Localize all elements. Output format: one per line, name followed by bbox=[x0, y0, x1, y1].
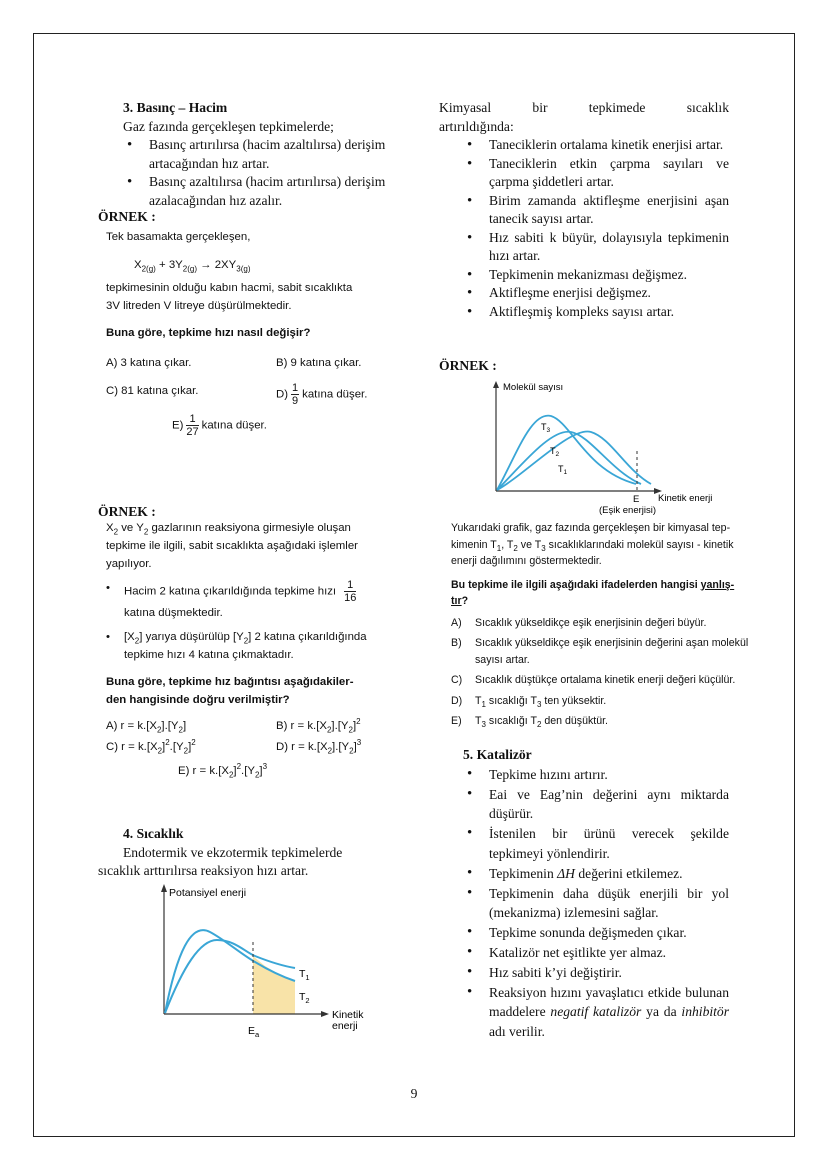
list-item: • Tepkime hızını artırır. bbox=[463, 765, 729, 785]
y-axis-arrow bbox=[493, 381, 499, 388]
list-item: • İstenilen bir ürünü verecek şekilde tepkimeyi yönlendirir. bbox=[463, 824, 729, 864]
list-item: • Hız sabiti k büyür, dolayısıyla tepkimenin hızı artar. bbox=[463, 229, 729, 266]
x-axis-arrow bbox=[321, 1011, 329, 1017]
label-e: E bbox=[633, 494, 640, 505]
option-e: E) $T_3$ sıcaklığı $T_2$ den düşüktür. bbox=[451, 715, 608, 730]
example-3-desc: kimenin $T_1$, $T_2$ ve $T_3$ sıcaklıklarındaki molekül sayısı - kinetik bbox=[451, 538, 734, 553]
example-3-question: Bu tepkime ile ilgili aşağıdaki ifadelerden hangisi yanlış- bbox=[451, 578, 735, 591]
option-e: E) $r = k.[X_2]^2.[Y_2]^3$ bbox=[178, 762, 268, 780]
y-axis-arrow bbox=[161, 884, 167, 892]
example-2-line: $X_2$ ve $Y_2$ gazlarının reaksiyona girmesiyle oluşan bbox=[106, 522, 351, 537]
graph-x-label: Kinetik enerji bbox=[658, 493, 713, 504]
graph-x-label: enerji bbox=[332, 1020, 358, 1032]
molecule-distribution-graph bbox=[486, 376, 736, 516]
list-item: • Birim zamanda aktifleşme enerjisini aşan tanecik sayısı artar. bbox=[463, 192, 729, 229]
section-4 bbox=[98, 825, 398, 881]
temperature-effects-list bbox=[439, 136, 729, 321]
option-c: C) $r = k.[X_2]^2.[Y_2]^2$ bbox=[106, 738, 196, 756]
right-intro-line: Kimyasal bir tepkimede sıcaklık bbox=[439, 100, 729, 115]
example-3-options bbox=[451, 615, 751, 730]
section-3 bbox=[123, 99, 395, 210]
temperature-effects bbox=[439, 99, 729, 321]
section-4-line: sıcaklık arttırılırsa reaksiyon hızı artar. bbox=[98, 863, 309, 878]
section-4-line: Endotermik ve ekzotermik tepkimelerde bbox=[123, 844, 343, 860]
section-5-heading: 5. Katalizör bbox=[463, 747, 532, 762]
example-1-line: tepkimesinin olduğu kabın hacmi, sabit sıcaklıkta bbox=[106, 282, 353, 294]
label-t2: $T_2$ bbox=[550, 446, 560, 458]
options-row bbox=[106, 354, 416, 372]
label-t1: $T_1$ bbox=[299, 968, 310, 982]
option-b: B) $r = k.[X_2].[Y_2]^2$ bbox=[276, 717, 361, 735]
section-3-intro: Gaz fazında gerçekleşen tepkimelerde; bbox=[123, 118, 334, 134]
example-2-label: ÖRNEK : bbox=[98, 504, 156, 519]
graph-y-label: Molekül sayısı bbox=[503, 382, 564, 393]
example-2-line: yapılıyor. bbox=[106, 558, 152, 570]
example-1-question: Buna göre, tepkime hızı nasıl değişir? bbox=[106, 327, 311, 339]
example-2 bbox=[106, 519, 418, 780]
graph-x-label: Kinetik bbox=[332, 1009, 364, 1021]
list-item: • Katalizör net eşitlikte yer almaz. bbox=[463, 943, 729, 963]
example-2-question: den hangisinde doğru verilmiştir? bbox=[106, 694, 290, 706]
example-3 bbox=[451, 520, 751, 730]
option-a: A) $r = k.[X_2].[Y_2]$ bbox=[106, 720, 187, 735]
section-3-heading: 3. Basınç – Hacim bbox=[123, 100, 228, 115]
label-ea: $E_a$ bbox=[248, 1025, 260, 1039]
option-e: E) $\frac{1}{27}$ katına düşer. bbox=[172, 413, 267, 438]
options-row bbox=[106, 717, 418, 735]
page-number: 9 bbox=[410, 1086, 418, 1101]
option-b: B) 9 katına çıkar. bbox=[276, 357, 362, 369]
section-5-list bbox=[463, 765, 729, 1042]
option-b: B) Sıcaklık yükseldikçe eşik enerjisinin değerini aşan molekül sayısı artar. bbox=[451, 637, 749, 666]
option-c: C) 81 katına çıkar. bbox=[106, 385, 199, 397]
example-3-label: ÖRNEK : bbox=[439, 358, 497, 373]
right-intro-line: artırıldığında: bbox=[439, 118, 514, 134]
example-3-question: tır? bbox=[451, 595, 469, 607]
list-item: • Eai ve Eag’nin değerini aynı miktarda düşürür. bbox=[463, 785, 729, 825]
example-3-desc: enerji dağılımını göstermektedir. bbox=[451, 555, 602, 567]
options-row bbox=[106, 738, 418, 756]
example-1-line: 3V litreden V litreye düşürülmektedir. bbox=[106, 300, 292, 312]
example-1-label: ÖRNEK : bbox=[98, 209, 156, 224]
example-1-line: Tek basamakta gerçekleşen, bbox=[106, 231, 251, 243]
label-t1: $T_1$ bbox=[558, 464, 568, 476]
list-item: • Hacim 2 katına çıkarıldığında tepkime hızı $\frac{1}{16}$ katına düşmektedir. bbox=[106, 579, 357, 619]
option-d: D) $r = k.[X_2].[Y_2]^3$ bbox=[276, 738, 362, 756]
example-2-line: tepkime ile ilgili, sabit sıcaklıkta aşağıdaki işlemler bbox=[106, 540, 358, 552]
section-3-list bbox=[123, 136, 395, 210]
list-item: • Reaksiyon hızını yavaşlatıcı etkide bulunan maddelere negatif katalizör ya da inhibitör adı verilir. bbox=[463, 983, 729, 1042]
list-item: • Tepkimenin ΔH değerini etkilemez. bbox=[463, 864, 729, 884]
option-d: D) $\frac{1}{9}$ katına düşer. bbox=[276, 382, 368, 407]
threshold-note: (Eşik enerjisi) bbox=[599, 505, 657, 516]
list-item: • $[X_2]$ yarıya düşürülüp $[Y_2]$ 2 katına çıkarıldığında tepkime hızı 4 katına çıkmaktadır. bbox=[106, 631, 367, 661]
list-item: • Aktifleşme enerjisi değişmez. bbox=[463, 284, 729, 303]
curve-t2 bbox=[497, 432, 641, 490]
list-item: • Basınç azaltılırsa (hacim artırılırsa) derişim azalacağından hız azalır. bbox=[123, 173, 395, 210]
options-row bbox=[106, 382, 416, 407]
label-t2: $T_2$ bbox=[299, 991, 310, 1005]
list-item: • Taneciklerin ortalama kinetik enerjisi artar. bbox=[463, 136, 729, 155]
potential-energy-graph bbox=[155, 882, 375, 1042]
list-item: • Tepkime sonunda değişmeden çıkar. bbox=[463, 923, 729, 943]
list-item: • Hız sabiti k’yi değiştirir. bbox=[463, 963, 729, 983]
section-4-heading: 4. Sıcaklık bbox=[123, 826, 184, 841]
option-a: A) 3 katına çıkar. bbox=[106, 357, 192, 369]
example-1 bbox=[106, 228, 416, 438]
list-item: • Aktifleşmiş kompleks sayısı artar. bbox=[463, 303, 729, 322]
list-item: • Basınç artırılırsa (hacim azaltılırsa) derişim artacağından hız artar. bbox=[123, 136, 395, 173]
curve-t3 bbox=[497, 416, 636, 490]
list-item: • Tepkimenin daha düşük enerjili bir yol (mekanizma) izlemesini sağlar. bbox=[463, 884, 729, 924]
label-t3: $T_3$ bbox=[541, 422, 551, 434]
reaction-equation: $X_{2(g)} + 3Y_{2(g)} \to 2XY_{3(g)}$ bbox=[134, 259, 251, 274]
example-3-desc: Yukarıdaki grafik, gaz fazında gerçekleşen bir kimyasal tep- bbox=[451, 522, 731, 534]
example-2-question: Buna göre, tepkime hız bağıntısı aşağıdakiler- bbox=[106, 676, 354, 688]
option-c: C) Sıcaklık düştükçe ortalama kinetik enerji değeri küçülür. bbox=[451, 674, 736, 686]
list-item: • Tepkimenin mekanizması değişmez. bbox=[463, 266, 729, 285]
option-d: D) $T_1$ sıcaklığı $T_3$ ten yüksektir. bbox=[451, 694, 607, 709]
graph-y-label: Potansiyel enerji bbox=[169, 887, 247, 899]
list-item: • Taneciklerin etkin çarpma sayıları ve çarpma şiddetleri artar. bbox=[463, 155, 729, 192]
section-5 bbox=[463, 745, 729, 1042]
option-a: A) Sıcaklık yükseldikçe eşik enerjisinin değeri büyür. bbox=[451, 616, 707, 629]
